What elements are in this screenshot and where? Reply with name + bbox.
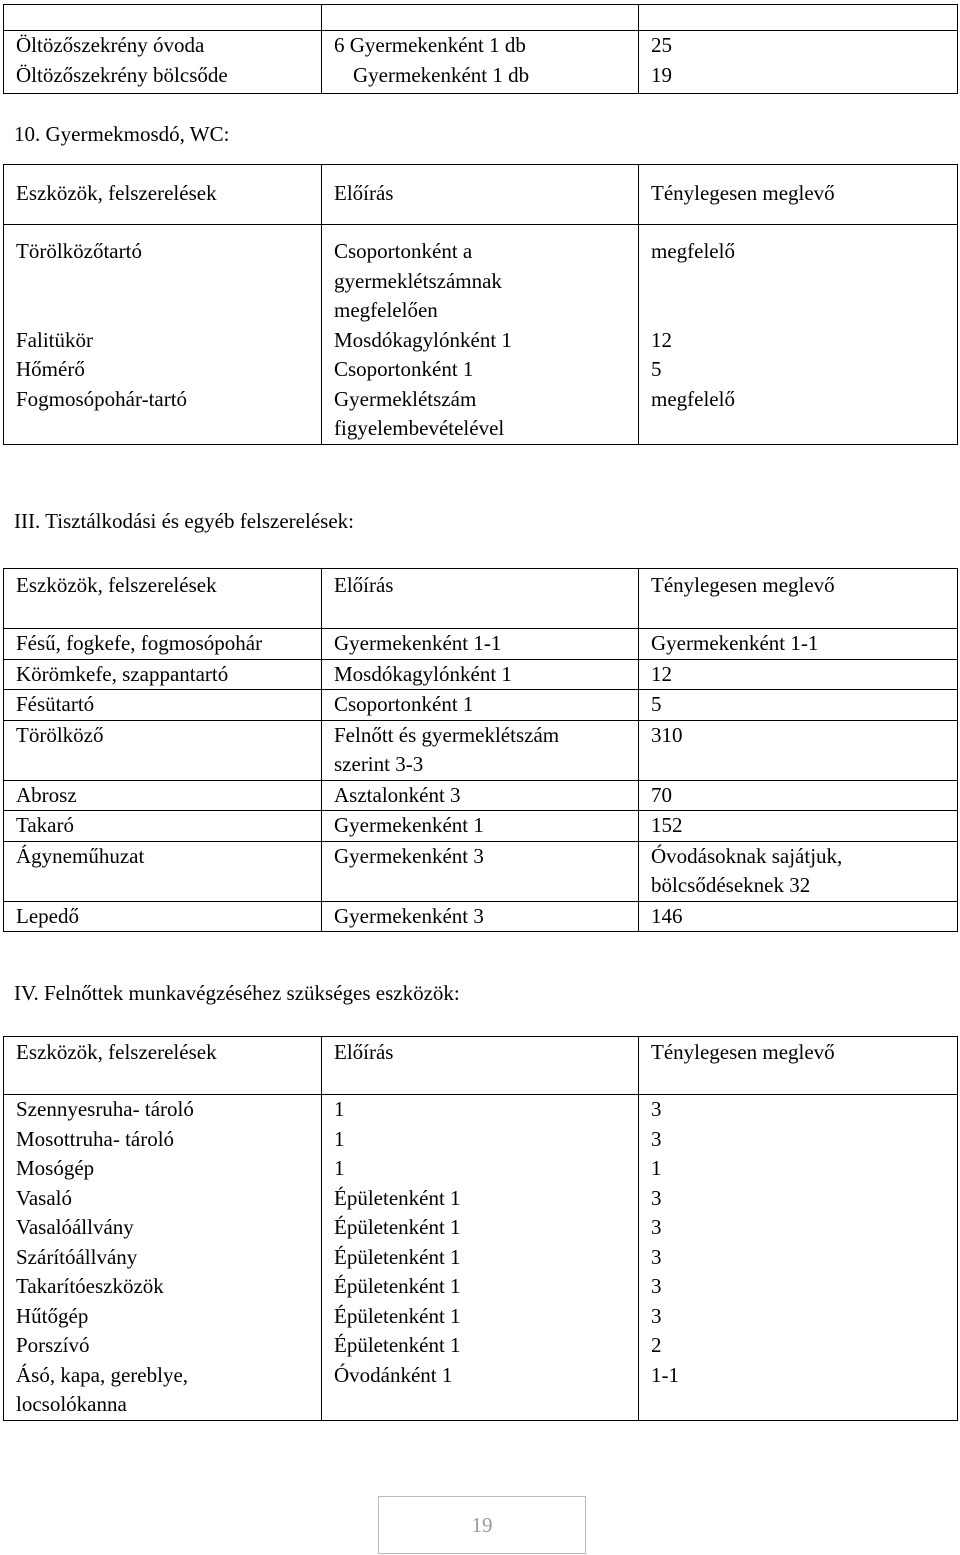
- column-header: Ténylegesen meglevő: [639, 1037, 958, 1095]
- cell-line: Felnőtt és gyermeklétszám: [334, 722, 560, 747]
- table-cell-rule: Gyermekenként 3: [322, 901, 639, 932]
- hygiene-table: [3, 568, 958, 932]
- table-cell-item: Fogmosópohár-tartó: [4, 385, 322, 445]
- table-cell-item: Takarítóeszközök: [4, 1272, 322, 1302]
- table-cell-item: Hőmérő: [4, 355, 322, 385]
- table-cell-rule: 1: [322, 1095, 639, 1125]
- table-row: [4, 720, 958, 780]
- table-cell-item: Mosógép: [4, 1154, 322, 1184]
- table-cell-actual: 3: [639, 1213, 958, 1243]
- table-cell-rule: 1: [322, 1154, 639, 1184]
- table-cell-item: Vasalóállvány: [4, 1213, 322, 1243]
- table-cell-actual: 3: [639, 1272, 958, 1302]
- section-heading: IV. Felnőttek munkavégzéséhez szükséges eszközök:: [14, 981, 460, 1005]
- cell-line: 19: [651, 62, 672, 87]
- table-cell-actual: megfelelő: [639, 225, 958, 326]
- column-header: Eszközök, felszerelések: [4, 165, 322, 225]
- section-heading: III. Tisztálkodási és egyéb felszerelések:: [14, 509, 354, 533]
- table-cell-rule: [322, 720, 639, 780]
- table-cell-item: Törölköző: [4, 720, 322, 780]
- table-cell-item: Takaró: [4, 811, 322, 842]
- table-cell-item: Törölközőtartó: [4, 225, 322, 326]
- cell-line: 25: [651, 33, 672, 57]
- table-cell-actual: 3: [639, 1125, 958, 1155]
- column-header: Eszközök, felszerelések: [4, 569, 322, 629]
- table-cell-item: Fésütartó: [4, 690, 322, 721]
- table-row: [4, 1331, 958, 1361]
- table-cell-item: Vasaló: [4, 1184, 322, 1214]
- cell-line: Öltözőszekrény bölcsőde: [16, 62, 228, 87]
- table-cell-item: Porszívó: [4, 1331, 322, 1361]
- table-row: [4, 355, 958, 385]
- table-row: [4, 1302, 958, 1332]
- table-cell-actual: [639, 31, 958, 94]
- table-cell-actual: 2: [639, 1331, 958, 1361]
- table-row: [4, 1272, 958, 1302]
- table-header-row: [4, 165, 958, 225]
- table-cell-actual: megfelelő: [639, 385, 958, 445]
- column-header: Előírás: [322, 1037, 639, 1095]
- table-cell-rule: Gyermekenként 1-1: [322, 629, 639, 660]
- table-cell-actual: 152: [639, 811, 958, 842]
- table-cell-actual: 310: [639, 720, 958, 780]
- table-cell-item: Falitükör: [4, 326, 322, 356]
- table-row: [4, 326, 958, 356]
- table-row: [4, 31, 958, 94]
- table-cell-actual: [639, 841, 958, 901]
- column-header: Előírás: [322, 165, 639, 225]
- table-row: [4, 841, 958, 901]
- table-cell-rule: Csoportonként 1: [322, 690, 639, 721]
- cell-line: gyermeklétszámnak: [334, 268, 502, 293]
- table-row: [4, 1154, 958, 1184]
- table-cell-item: Körömkefe, szappantartó: [4, 659, 322, 690]
- column-header: Előírás: [322, 569, 639, 629]
- table-cell-actual: 3: [639, 1302, 958, 1332]
- table-row: [4, 780, 958, 811]
- table-row: [4, 1243, 958, 1273]
- cell-line: megfelelően: [334, 298, 438, 322]
- column-header: Ténylegesen meglevő: [639, 569, 958, 629]
- table-header-row: [4, 569, 958, 629]
- table-row: [4, 1125, 958, 1155]
- table-cell-rule: Épületenként 1: [322, 1213, 639, 1243]
- table-cell-item: Hűtőgép: [4, 1302, 322, 1332]
- table-cell-rule: Asztalonként 3: [322, 780, 639, 811]
- table-cell-item: Szennyesruha- tároló: [4, 1095, 322, 1125]
- table-row: [4, 1095, 958, 1125]
- cell-line: Óvodásoknak sajátjuk,: [651, 843, 843, 868]
- table-cell-actual: 1: [639, 1154, 958, 1184]
- table-cell-actual: 5: [639, 355, 958, 385]
- table-row: [4, 811, 958, 842]
- table-cell-item: Szárítóállvány: [4, 1243, 322, 1273]
- table-header-row: [4, 1037, 958, 1095]
- table-cell: [322, 5, 639, 31]
- table-cell-rule: Mosdókagylónként 1: [322, 326, 639, 356]
- table-cell-actual: 5: [639, 690, 958, 721]
- table-cell-actual: 3: [639, 1095, 958, 1125]
- table-cell-item: Ágyneműhuzat: [4, 841, 322, 901]
- table-cell-actual: 3: [639, 1243, 958, 1273]
- table-cell: [639, 5, 958, 31]
- table-cell-rule: Épületenként 1: [322, 1331, 639, 1361]
- table-cell-item: [4, 1361, 322, 1421]
- table-row: [4, 385, 958, 445]
- table-cell-actual: Gyermekenként 1-1: [639, 629, 958, 660]
- cell-line: Ásó, kapa, gereblye,: [16, 1362, 189, 1387]
- cell-line: locsolókanna: [16, 1392, 127, 1416]
- table-cell-rule: 1: [322, 1125, 639, 1155]
- cell-line: bölcsődéseknek 32: [651, 873, 811, 897]
- table-cell-item: Lepedő: [4, 901, 322, 932]
- table-cell-rule: Óvodánként 1: [322, 1361, 639, 1421]
- table-cell-actual: 3: [639, 1184, 958, 1214]
- table-cell-actual: 146: [639, 901, 958, 932]
- table-cell-rule: Épületenként 1: [322, 1243, 639, 1273]
- table-cell-rule: Gyermekenként 1: [322, 811, 639, 842]
- section-heading: 10. Gyermekmosdó, WC:: [14, 122, 230, 146]
- table-cell-item: Fésű, fogkefe, fogmosópohár: [4, 629, 322, 660]
- table-cell: [4, 5, 322, 31]
- table-row: [4, 1361, 958, 1421]
- table-row: [4, 1184, 958, 1214]
- washroom-table: [3, 164, 958, 445]
- table-cell-item: Abrosz: [4, 780, 322, 811]
- locker-table: [3, 4, 958, 94]
- table-spacer-row: [4, 5, 958, 31]
- cell-line: 6 Gyermekenként 1 db: [334, 33, 526, 57]
- table-row: [4, 659, 958, 690]
- adult-tools-table: [3, 1036, 958, 1421]
- table-cell-rule: Mosdókagylónként 1: [322, 659, 639, 690]
- table-row: [4, 225, 958, 326]
- table-cell-actual: 12: [639, 326, 958, 356]
- table-cell-item: Mosottruha- tároló: [4, 1125, 322, 1155]
- table-cell-rule: Épületenként 1: [322, 1272, 639, 1302]
- table-row: [4, 629, 958, 660]
- table-cell-actual: 12: [639, 659, 958, 690]
- cell-line: Öltözőszekrény óvoda: [16, 33, 205, 57]
- table-cell-rule: Épületenként 1: [322, 1184, 639, 1214]
- table-cell-actual: 70: [639, 780, 958, 811]
- table-cell-rule: Épületenként 1: [322, 1302, 639, 1332]
- cell-line: figyelembevételével: [334, 416, 505, 440]
- table-cell-rule: [322, 385, 639, 445]
- cell-line: Gyermekenként 1 db: [353, 62, 530, 87]
- page-number: 19: [378, 1496, 586, 1554]
- table-cell-rule: [322, 225, 639, 326]
- column-header: Ténylegesen meglevő: [639, 165, 958, 225]
- cell-line: Csoportonként a: [334, 239, 473, 263]
- table-cell-rule: Gyermekenként 3: [322, 841, 639, 901]
- table-cell-rule: [322, 31, 639, 94]
- cell-line: Gyermeklétszám: [334, 386, 477, 411]
- table-row: [4, 1213, 958, 1243]
- table-cell-rule: Csoportonként 1: [322, 355, 639, 385]
- cell-line: szerint 3-3: [334, 752, 424, 776]
- table-cell-item: [4, 31, 322, 94]
- table-cell-actual: 1-1: [639, 1361, 958, 1421]
- column-header: Eszközök, felszerelések: [4, 1037, 322, 1095]
- table-row: [4, 901, 958, 932]
- table-row: [4, 690, 958, 721]
